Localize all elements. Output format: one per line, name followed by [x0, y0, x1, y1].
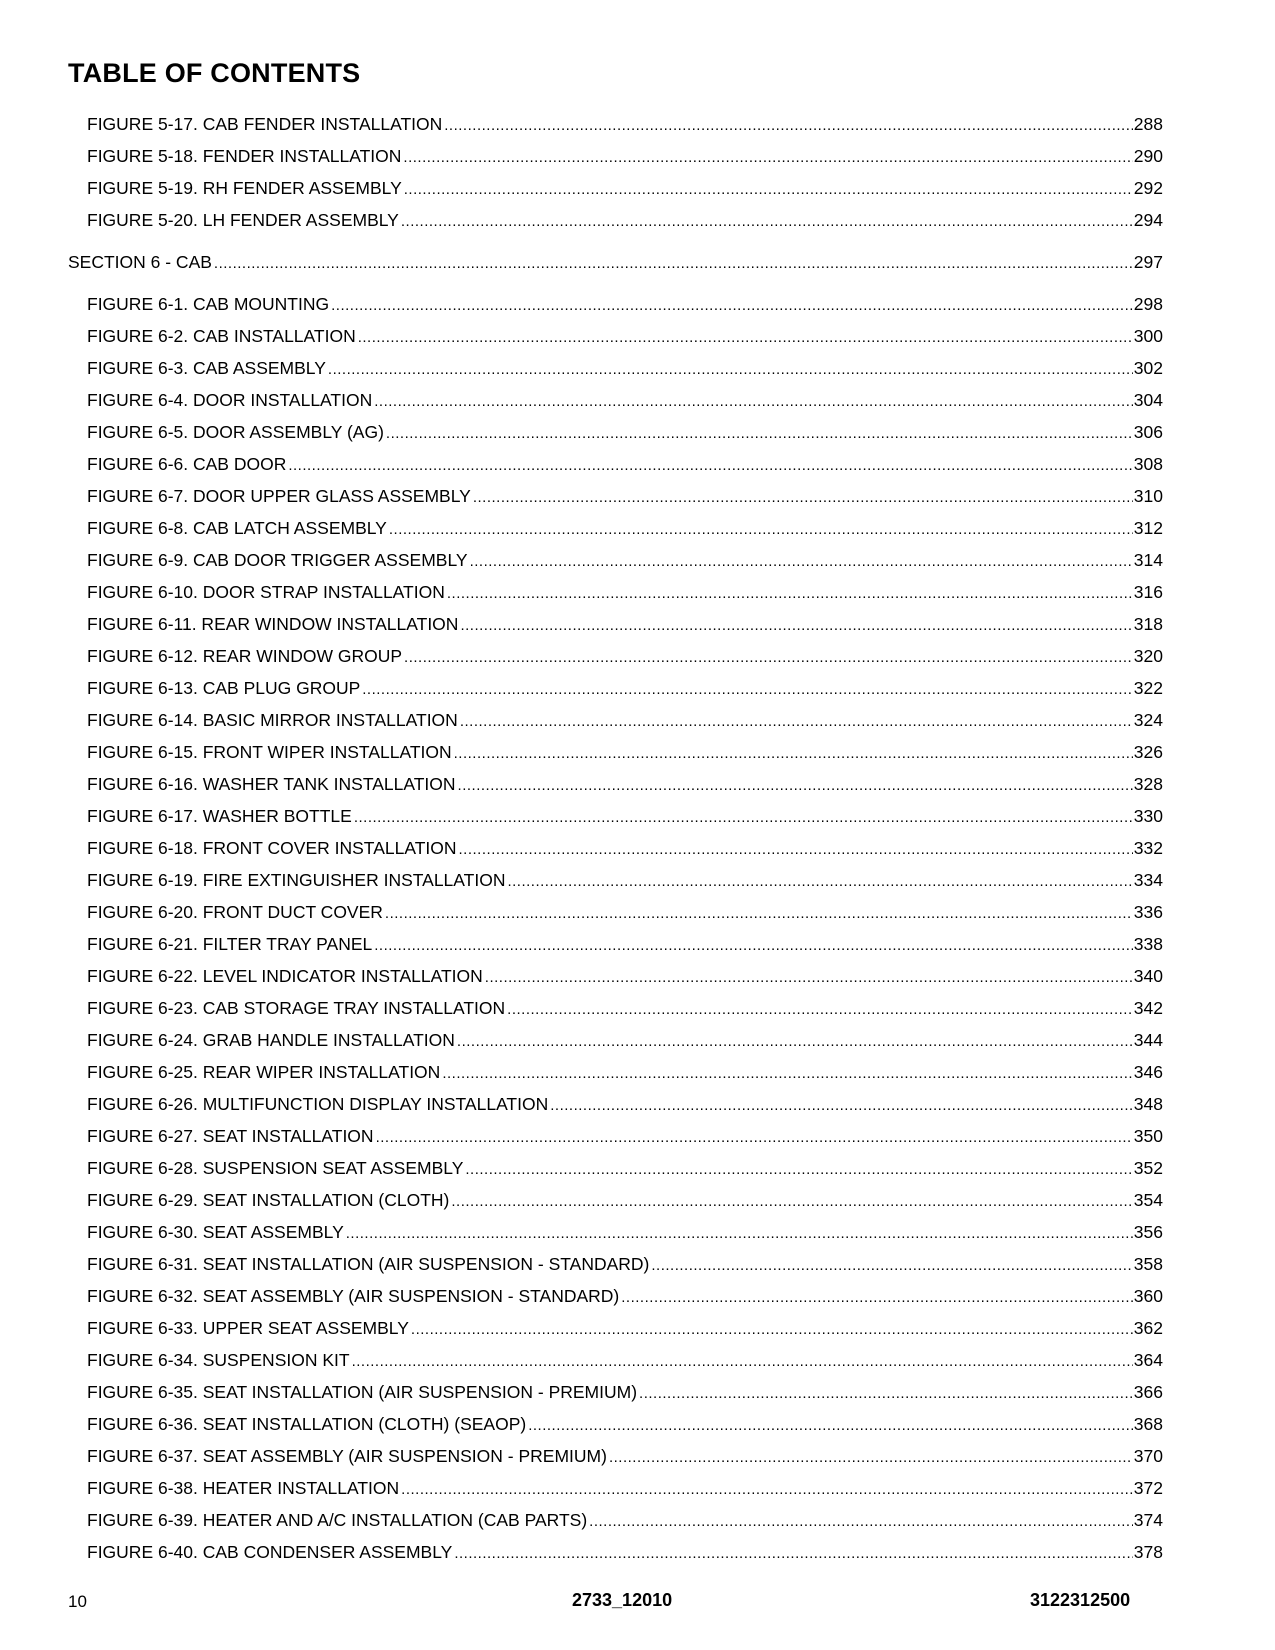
toc-entry-page-number: 356: [1133, 1221, 1163, 1242]
dot-leader: [651, 1256, 1132, 1276]
dot-leader: [328, 360, 1133, 380]
toc-entry-page-number: 372: [1133, 1477, 1163, 1498]
toc-entry-label: SECTION 6 - CAB: [68, 251, 212, 272]
toc-figure-entry[interactable]: [0, 1248, 1275, 1280]
toc-figure-entry[interactable]: [0, 544, 1275, 576]
dot-leader: [465, 1160, 1132, 1180]
toc-entry-label: FIGURE 6-13. CAB PLUG GROUP: [87, 677, 361, 698]
toc-entry-page-number: 368: [1133, 1413, 1163, 1434]
toc-entry-label: FIGURE 6-5. DOOR ASSEMBLY (AG): [87, 421, 384, 442]
toc-figure-entry[interactable]: [0, 928, 1275, 960]
dot-leader: [454, 1544, 1132, 1564]
dot-leader: [507, 1000, 1133, 1020]
toc-entry-page-number: 297: [1133, 251, 1163, 272]
page-footer: [0, 1590, 1275, 1618]
toc-figure-entry[interactable]: [0, 1216, 1275, 1248]
toc-entry-page-number: 330: [1133, 805, 1163, 826]
toc-figure-entry[interactable]: [0, 1312, 1275, 1344]
toc-figure-entry[interactable]: [0, 140, 1275, 172]
dot-leader: [589, 1512, 1133, 1532]
toc-entry-label: FIGURE 6-26. MULTIFUNCTION DISPLAY INSTALLATION: [87, 1093, 549, 1114]
dot-leader: [362, 680, 1133, 700]
toc-figure-entry[interactable]: [0, 992, 1275, 1024]
toc-entry-label: FIGURE 6-1. CAB MOUNTING: [87, 293, 330, 314]
dot-leader: [374, 936, 1133, 956]
toc-entry-page-number: 324: [1133, 709, 1163, 730]
toc-entry-page-number: 326: [1133, 741, 1163, 762]
toc-entry-page-number: 362: [1133, 1317, 1163, 1338]
toc-entry-label: FIGURE 6-29. SEAT INSTALLATION (CLOTH): [87, 1189, 450, 1210]
dot-leader: [444, 116, 1133, 136]
toc-figure-entry[interactable]: [0, 448, 1275, 480]
dot-leader: [401, 212, 1133, 232]
dot-leader: [374, 392, 1133, 412]
toc-entry-label: FIGURE 6-2. CAB INSTALLATION: [87, 325, 356, 346]
toc-entry-page-number: 314: [1133, 549, 1163, 570]
toc-figure-entry[interactable]: [0, 1376, 1275, 1408]
toc-entry-label: FIGURE 6-10. DOOR STRAP INSTALLATION: [87, 581, 445, 602]
toc-entry-page-number: 378: [1133, 1541, 1163, 1562]
dot-leader: [214, 254, 1133, 274]
toc-figure-entry[interactable]: [0, 204, 1275, 236]
toc-figure-entry[interactable]: [0, 1504, 1275, 1536]
toc-entry-label: FIGURE 5-19. RH FENDER ASSEMBLY: [87, 177, 402, 198]
toc-entry-page-number: 316: [1133, 581, 1163, 602]
dot-leader: [354, 808, 1133, 828]
dot-leader: [459, 840, 1133, 860]
toc-figure-entry[interactable]: [0, 1024, 1275, 1056]
toc-figure-entry[interactable]: [0, 1056, 1275, 1088]
toc-entry-page-number: 354: [1133, 1189, 1163, 1210]
toc-entry-label: FIGURE 6-4. DOOR INSTALLATION: [87, 389, 373, 410]
dot-leader: [639, 1384, 1133, 1404]
toc-figure-entry[interactable]: [0, 864, 1275, 896]
dot-leader: [457, 1032, 1133, 1052]
toc-entry-label: FIGURE 6-16. WASHER TANK INSTALLATION: [87, 773, 456, 794]
toc-figure-entry[interactable]: [0, 960, 1275, 992]
toc-entry-label: FIGURE 6-33. UPPER SEAT ASSEMBLY: [87, 1317, 409, 1338]
toc-figure-entry[interactable]: [0, 512, 1275, 544]
toc-figure-entry[interactable]: [0, 576, 1275, 608]
toc-entry-page-number: 298: [1133, 293, 1163, 314]
toc-figure-entry[interactable]: [0, 352, 1275, 384]
toc-entry-page-number: 310: [1133, 485, 1163, 506]
toc-section-entry[interactable]: [0, 246, 1275, 278]
toc-figure-entry[interactable]: [0, 1152, 1275, 1184]
toc-figure-entry[interactable]: [0, 736, 1275, 768]
dot-leader: [404, 180, 1133, 200]
dot-leader: [473, 488, 1133, 508]
toc-figure-entry[interactable]: [0, 832, 1275, 864]
dot-leader: [454, 744, 1133, 764]
footer-document-code: 2733_12010: [572, 1590, 673, 1610]
toc-entry-label: FIGURE 6-19. FIRE EXTINGUISHER INSTALLATION: [87, 869, 506, 890]
toc-entry-label: FIGURE 5-18. FENDER INSTALLATION: [87, 145, 402, 166]
toc-entry-page-number: 350: [1133, 1125, 1163, 1146]
toc-entry-page-number: 292: [1133, 177, 1163, 198]
dot-leader: [331, 296, 1133, 316]
toc-entry-label: FIGURE 6-32. SEAT ASSEMBLY (AIR SUSPENSION - STANDARD): [87, 1285, 620, 1306]
toc-figure-entry[interactable]: [0, 704, 1275, 736]
toc-entry-label: FIGURE 6-8. CAB LATCH ASSEMBLY: [87, 517, 387, 538]
toc-figure-entry[interactable]: [0, 672, 1275, 704]
toc-entry-label: FIGURE 6-21. FILTER TRAY PANEL: [87, 933, 373, 954]
toc-entry-page-number: 336: [1133, 901, 1163, 922]
toc-entry-page-number: 342: [1133, 997, 1163, 1018]
toc-figure-entry[interactable]: [0, 1408, 1275, 1440]
dot-leader: [621, 1288, 1133, 1308]
toc-figure-entry[interactable]: [0, 1088, 1275, 1120]
toc-entry-label: FIGURE 6-24. GRAB HANDLE INSTALLATION: [87, 1029, 455, 1050]
toc-entry-page-number: 320: [1133, 645, 1163, 666]
toc-figure-entry[interactable]: [0, 800, 1275, 832]
toc-entry-page-number: 300: [1133, 325, 1163, 346]
toc-figure-entry[interactable]: [0, 288, 1275, 320]
dot-leader: [528, 1416, 1133, 1436]
toc-figure-entry[interactable]: [0, 320, 1275, 352]
toc-figure-entry[interactable]: [0, 172, 1275, 204]
toc-entry-page-number: 306: [1133, 421, 1163, 442]
toc-entry-page-number: 360: [1133, 1285, 1163, 1306]
dot-leader: [346, 1224, 1133, 1244]
dot-leader: [550, 1096, 1133, 1116]
toc-entry-page-number: 288: [1133, 113, 1163, 134]
toc-entry-label: FIGURE 6-37. SEAT ASSEMBLY (AIR SUSPENSION - PREMIUM): [87, 1445, 607, 1466]
toc-entry-page-number: 294: [1133, 209, 1163, 230]
toc-entry-label: FIGURE 6-34. SUSPENSION KIT: [87, 1349, 350, 1370]
dot-leader: [389, 520, 1133, 540]
toc-entry-label: FIGURE 6-12. REAR WINDOW GROUP: [87, 645, 403, 666]
toc-entry-page-number: 352: [1133, 1157, 1163, 1178]
dot-leader: [376, 1128, 1133, 1148]
toc-figure-entry[interactable]: [0, 1472, 1275, 1504]
dot-leader: [403, 148, 1132, 168]
toc-entry-page-number: 328: [1133, 773, 1163, 794]
toc-entry-page-number: 318: [1133, 613, 1163, 634]
toc-figure-entry[interactable]: [0, 1280, 1275, 1312]
toc-entry-page-number: 340: [1133, 965, 1163, 986]
toc-entry-page-number: 374: [1133, 1509, 1163, 1530]
toc-entry-label: FIGURE 6-14. BASIC MIRROR INSTALLATION: [87, 709, 458, 730]
dot-leader: [352, 1352, 1133, 1372]
toc-figure-entry[interactable]: [0, 768, 1275, 800]
toc-entry-label: FIGURE 6-22. LEVEL INDICATOR INSTALLATION: [87, 965, 483, 986]
dot-leader: [447, 584, 1133, 604]
toc-entry-page-number: 364: [1133, 1349, 1163, 1370]
dot-leader: [404, 648, 1133, 668]
toc-entry-label: FIGURE 6-25. REAR WIPER INSTALLATION: [87, 1061, 441, 1082]
toc-entry-label: FIGURE 6-35. SEAT INSTALLATION (AIR SUSPENSION - PREMIUM): [87, 1381, 638, 1402]
toc-entry-label: FIGURE 5-20. LH FENDER ASSEMBLY: [87, 209, 399, 230]
dot-leader: [386, 424, 1133, 444]
toc-entry-page-number: 358: [1133, 1253, 1163, 1274]
toc-figure-entry[interactable]: [0, 1536, 1275, 1568]
toc-entry-page-number: 334: [1133, 869, 1163, 890]
toc-entry-label: FIGURE 6-23. CAB STORAGE TRAY INSTALLATION: [87, 997, 506, 1018]
page-title: TABLE OF CONTENTS: [68, 58, 361, 88]
toc-entry-label: FIGURE 6-18. FRONT COVER INSTALLATION: [87, 837, 457, 858]
toc-entry-page-number: 302: [1133, 357, 1163, 378]
toc-figure-entry[interactable]: [0, 608, 1275, 640]
dot-leader: [485, 968, 1133, 988]
dot-leader: [401, 1480, 1133, 1500]
dot-leader: [507, 872, 1132, 892]
toc-entry-label: FIGURE 6-7. DOOR UPPER GLASS ASSEMBLY: [87, 485, 471, 506]
toc-entry-label: FIGURE 6-30. SEAT ASSEMBLY: [87, 1221, 344, 1242]
toc-figure-entry[interactable]: [0, 384, 1275, 416]
toc-figure-entry[interactable]: [0, 480, 1275, 512]
toc-figure-entry[interactable]: [0, 108, 1275, 140]
dot-leader: [385, 904, 1133, 924]
toc-entry-label: FIGURE 6-9. CAB DOOR TRIGGER ASSEMBLY: [87, 549, 468, 570]
toc-entry-label: FIGURE 6-28. SUSPENSION SEAT ASSEMBLY: [87, 1157, 464, 1178]
table-of-contents: [0, 108, 1275, 1568]
toc-figure-entry[interactable]: [0, 1120, 1275, 1152]
toc-figure-entry[interactable]: [0, 640, 1275, 672]
footer-page-number: 10: [68, 1592, 87, 1611]
toc-entry-page-number: 366: [1133, 1381, 1163, 1402]
toc-entry-label: FIGURE 6-31. SEAT INSTALLATION (AIR SUSPENSION - STANDARD): [87, 1253, 650, 1274]
dot-leader: [609, 1448, 1133, 1468]
dot-leader: [470, 552, 1133, 572]
toc-entry-page-number: 338: [1133, 933, 1163, 954]
toc-entry-page-number: 308: [1133, 453, 1163, 474]
toc-entry-page-number: 290: [1133, 145, 1163, 166]
toc-entry-label: FIGURE 6-20. FRONT DUCT COVER: [87, 901, 383, 922]
toc-entry-label: FIGURE 6-40. CAB CONDENSER ASSEMBLY: [87, 1541, 453, 1562]
toc-entry-label: FIGURE 6-15. FRONT WIPER INSTALLATION: [87, 741, 452, 762]
toc-entry-label: FIGURE 6-17. WASHER BOTTLE: [87, 805, 352, 826]
dot-leader: [288, 456, 1132, 476]
toc-entry-label: FIGURE 6-27. SEAT INSTALLATION: [87, 1125, 374, 1146]
toc-entry-label: FIGURE 5-17. CAB FENDER INSTALLATION: [87, 113, 443, 134]
dot-leader: [451, 1192, 1132, 1212]
toc-entry-page-number: 348: [1133, 1093, 1163, 1114]
toc-entry-page-number: 322: [1133, 677, 1163, 698]
toc-figure-entry[interactable]: [0, 1344, 1275, 1376]
toc-entry-page-number: 346: [1133, 1061, 1163, 1082]
toc-entry-label: FIGURE 6-36. SEAT INSTALLATION (CLOTH) (SEAOP): [87, 1413, 527, 1434]
toc-entry-label: FIGURE 6-6. CAB DOOR: [87, 453, 287, 474]
toc-entry-page-number: 332: [1133, 837, 1163, 858]
dot-leader: [458, 776, 1133, 796]
dot-leader: [460, 616, 1132, 636]
dot-leader: [442, 1064, 1132, 1084]
toc-figure-entry[interactable]: [0, 896, 1275, 928]
dot-leader: [460, 712, 1133, 732]
toc-entry-page-number: 344: [1133, 1029, 1163, 1050]
toc-figure-entry[interactable]: [0, 1184, 1275, 1216]
toc-entry-label: FIGURE 6-11. REAR WINDOW INSTALLATION: [87, 613, 459, 634]
toc-figure-entry[interactable]: [0, 416, 1275, 448]
dot-leader: [358, 328, 1133, 348]
dot-leader: [411, 1320, 1133, 1340]
toc-entry-label: FIGURE 6-39. HEATER AND A/C INSTALLATION (CAB PARTS): [87, 1509, 588, 1530]
toc-entry-page-number: 370: [1133, 1445, 1163, 1466]
toc-entry-page-number: 312: [1133, 517, 1163, 538]
toc-entry-label: FIGURE 6-3. CAB ASSEMBLY: [87, 357, 326, 378]
footer-part-number: 3122312500: [1030, 1590, 1131, 1610]
toc-entry-page-number: 304: [1133, 389, 1163, 410]
toc-figure-entry[interactable]: [0, 1440, 1275, 1472]
toc-entry-label: FIGURE 6-38. HEATER INSTALLATION: [87, 1477, 400, 1498]
